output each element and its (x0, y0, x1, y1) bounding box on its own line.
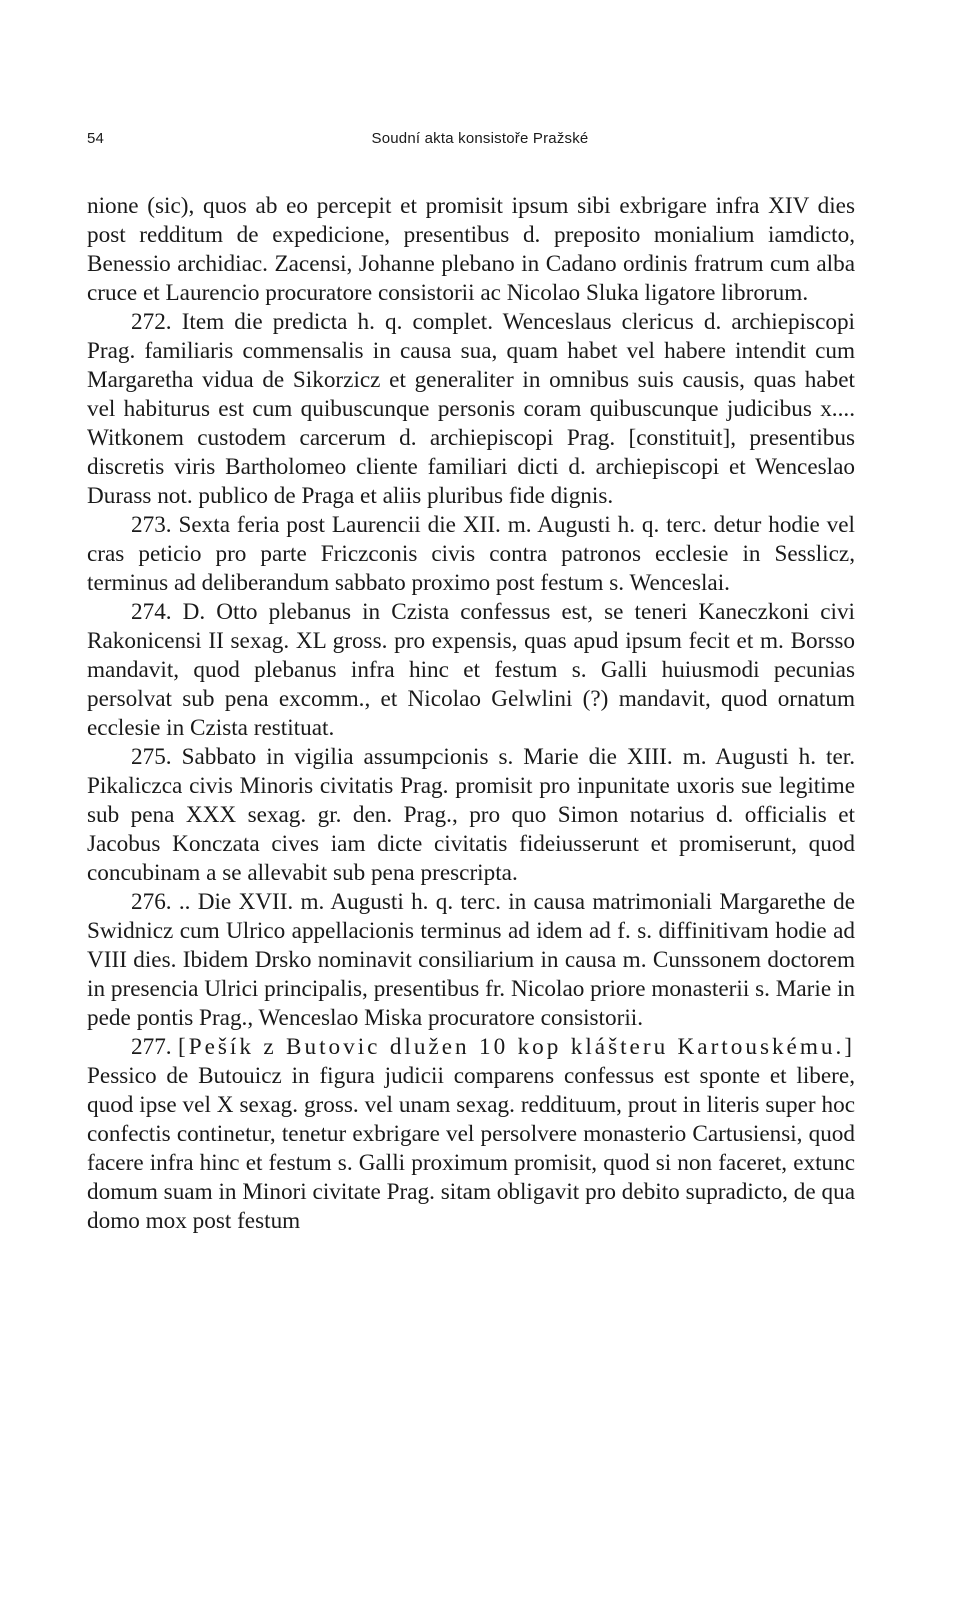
page-number: 54 (87, 130, 105, 147)
entry-273: 273. Sexta feria post Laurencii die XII. m. Augusti h. q. terc. detur hodie vel cras peticio pro parte Friczconis civis contra patronos ecclesie in Sesslicz, terminus ad deliberandum sabbato proximo post festum s. Wenceslai. (87, 512, 855, 596)
running-head (87, 130, 855, 154)
running-title: Soudní akta konsistoře Pražské (371, 130, 589, 147)
entry-274: 274. D. Otto plebanus in Czista confessus est, se teneri Kaneczkoni civi Rakonicensi II sexag. XL gross. pro expensis, quas apud ipsum fecit et m. Borsso mandavit, quod plebanus infra hinc et festum s. Galli huiusmodi pecunias persolvat sub pena excomm., et Nicolao Gelwlini (?) mandavit, quod ornatum ecclesie in Czista restituat. (87, 599, 855, 741)
body-text (87, 192, 855, 1236)
entry-275: 275. Sabbato in vigilia assumpcionis s. Marie die XIII. m. Augusti h. ter. Pikaliczca civis Minoris civitatis Prag. promisit pro inpunitate uxoris sue legitime sub pena XXX sexag. gr. den. Prag., pro quo Simon notarius d. officialis et Jacobus Konczata cives iam dicte civitatis fideiusserunt et promiserunt, quod concubinam a se allevabit sub pena prescripta. (87, 744, 855, 886)
entry-text: Pessico de Butouicz in figura judicii comparens confessus est sponte et libere, quod ipse vel X sexag. gross. vel unam sexag. reddituum, prout in literis super hoc confectis continetur, tenetur exbrigare vel persolvere monasterio Cartusiensi, quod facere infra hinc et festum s. Galli proximum promisit, quod si non faceret, extunc domum suam in Minori civitate Prag. sitam obligavit pro debito supradicto, de qua domo mox post festum (87, 1063, 855, 1234)
entry-276: 276. .. Die XVII. m. Augusti h. q. terc. in causa matrimoniali Margarethe de Swidnicz cum Ulrico appellacionis terminus ad idem ad f. s. diffinitivam hodie ad VIII dies. Ibidem Drsko nominavit consiliarium in causa m. Cunssonem doctorem in presencia Ulrici principalis, presentibus fr. Nicolao priore monasterii s. Marie in pede pontis Prag., Wenceslao Miska procuratore consistorii. (87, 889, 855, 1031)
entry-number: 277. (131, 1034, 172, 1060)
entry-272: 272. Item die predicta h. q. complet. Wenceslaus clericus d. archiepiscopi Prag. familiaris commensalis in causa sua, quam habet vel habere intendit cum Margaretha vidua de Sikorzicz et generaliter in omnibus suis causis, quas habet vel habiturus est cum quibuscunque personis coram quibuscunque judicibus x.... Witkonem custodem carcerum d. archiepiscopi Prag. [constituit], presentibus discretis viris Bartholomeo cliente familiari dicti d. archiepiscopi et Wenceslao Durass not. publico de Praga et aliis pluribus fide dignis. (87, 309, 855, 509)
book-page (87, 130, 855, 1236)
entry-277 (87, 1033, 855, 1236)
czech-heading: [Pešík z Butovic dlužen 10 kop klášteru Kartouskému.] (177, 1034, 855, 1060)
paragraph-continuation: nione (sic), quos ab eo percepit et promisit ipsum sibi exbrigare infra XIV dies post redditum de expedicione, presentibus d. preposito monialium iamdicto, Benessio archidiac. Zacensi, Johanne plebano in Cadano ordinis fratrum cum alba cruce et Laurencio procuratore consistorii ac Nicolao Sluka ligatore librorum. (87, 193, 855, 306)
